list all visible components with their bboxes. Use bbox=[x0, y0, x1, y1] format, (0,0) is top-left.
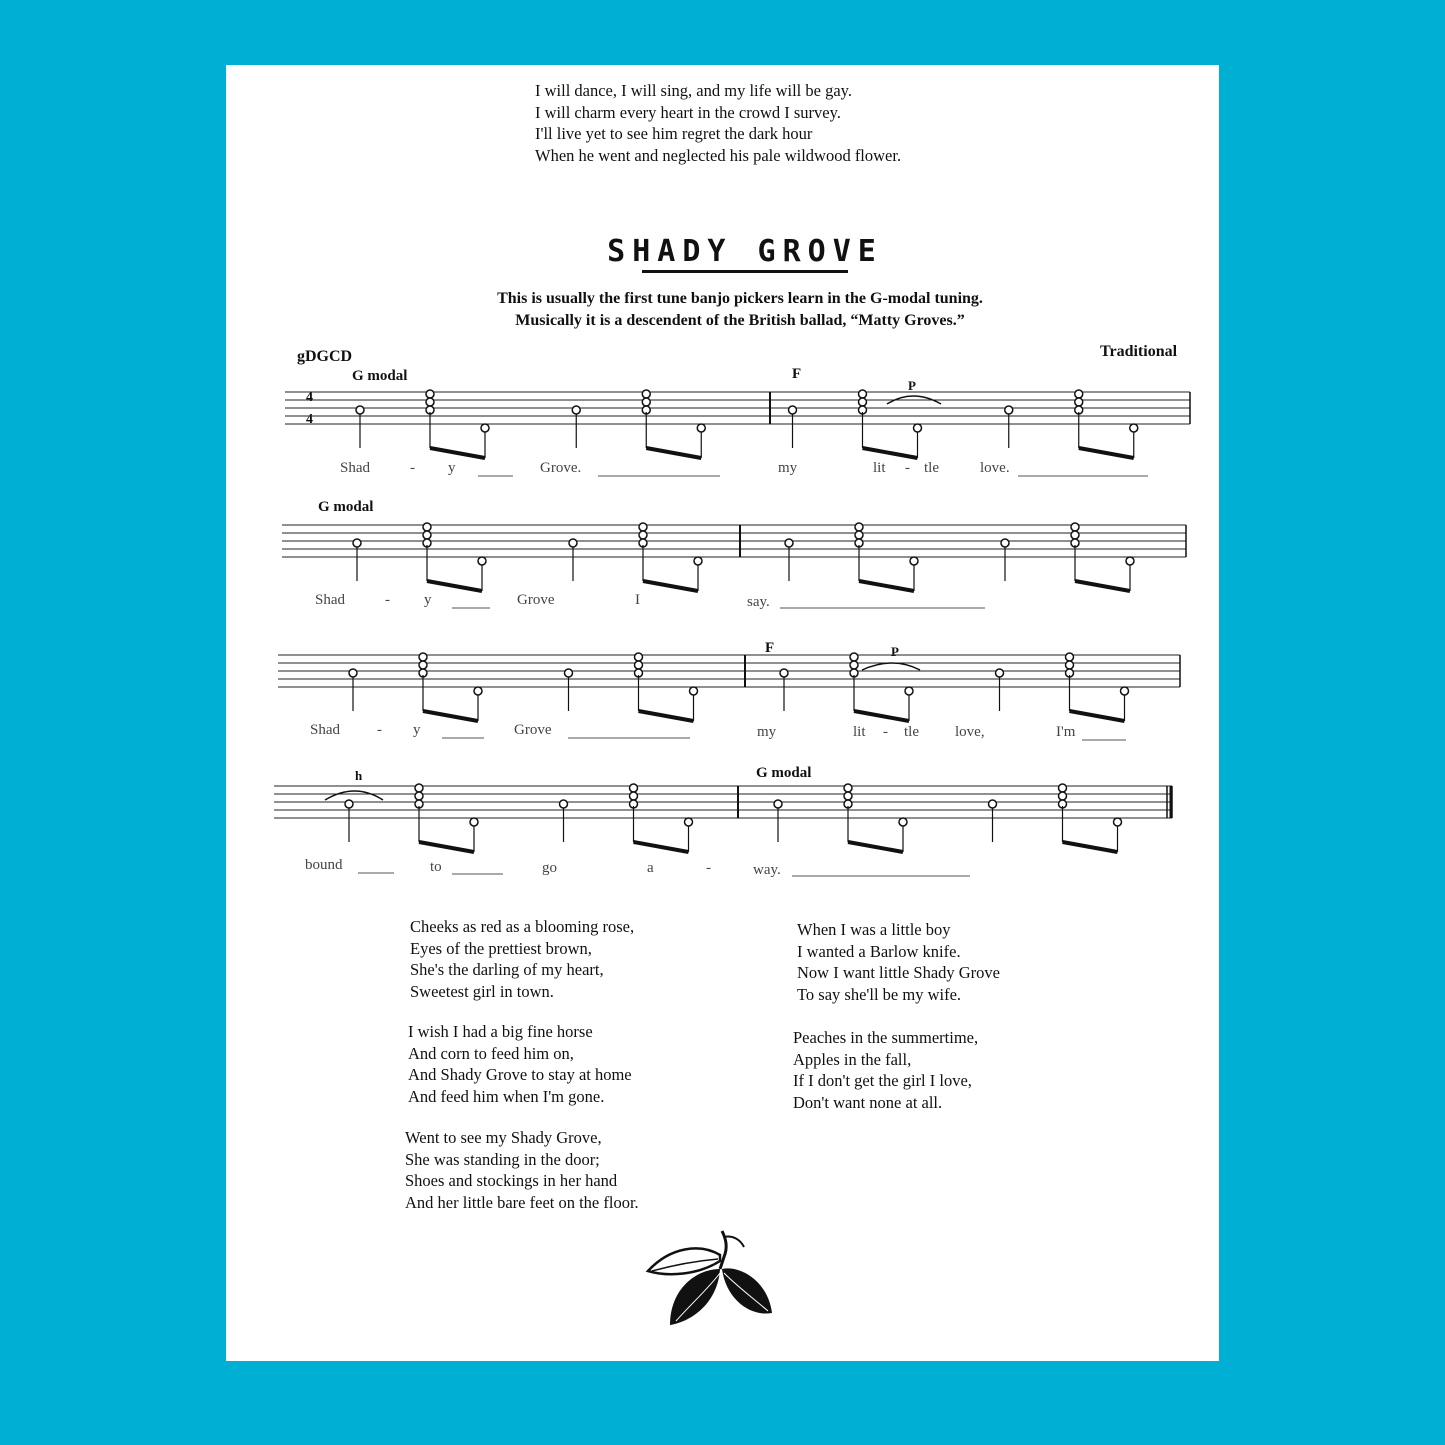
lyric-syllable: my bbox=[778, 460, 798, 476]
chord-label: F bbox=[765, 640, 775, 656]
tab-note bbox=[697, 424, 705, 432]
lyric-syllable: I bbox=[635, 592, 640, 608]
beam bbox=[634, 842, 689, 852]
tab-note bbox=[789, 406, 797, 414]
verse-stanza bbox=[410, 916, 634, 1002]
lyric-syllable: Shad bbox=[310, 722, 340, 738]
tab-note bbox=[855, 523, 863, 531]
tab-note bbox=[1059, 784, 1067, 792]
tab-note bbox=[1071, 531, 1079, 539]
verse-stanza bbox=[797, 919, 1000, 1005]
lyric-syllable: - bbox=[706, 860, 711, 876]
tab-note bbox=[1001, 539, 1009, 547]
pull-off-label: P bbox=[908, 378, 916, 393]
chord-label: G modal bbox=[318, 499, 374, 515]
verse-line: I will dance, I will sing, and my life will be gay. bbox=[535, 81, 852, 100]
lyric-syllable: Shad bbox=[340, 460, 370, 476]
tab-note bbox=[639, 531, 647, 539]
lyric-syllable: Shad bbox=[315, 592, 345, 608]
tab-note bbox=[1066, 653, 1074, 661]
tab-note bbox=[415, 784, 423, 792]
lyric-syllable: y bbox=[413, 722, 421, 738]
verse-stanza bbox=[405, 1127, 639, 1213]
time-signature-top: 4 bbox=[306, 390, 313, 405]
verse-line: I wish I had a big fine horse bbox=[408, 1022, 593, 1041]
lyric-syllable: Grove. bbox=[540, 460, 582, 476]
tab-note bbox=[565, 669, 573, 677]
verse-line: When I was a little boy bbox=[797, 920, 951, 939]
tab-note bbox=[1075, 398, 1083, 406]
tab-note bbox=[899, 818, 907, 826]
hammer-on-label: h bbox=[355, 768, 363, 783]
lyric-syllable: my bbox=[757, 724, 777, 740]
lyric-syllable: love, bbox=[955, 724, 985, 740]
beam bbox=[1079, 448, 1134, 458]
verse-line: And feed him when I'm gone. bbox=[408, 1086, 605, 1106]
lyric-syllable: to bbox=[430, 859, 442, 875]
tab-note bbox=[1059, 792, 1067, 800]
pull-off-label: P bbox=[891, 644, 899, 659]
tab-note bbox=[844, 784, 852, 792]
lyric-syllable: way. bbox=[753, 862, 781, 878]
lyric-syllable: y bbox=[448, 460, 456, 476]
tab-note bbox=[1121, 687, 1129, 695]
lyric-syllable: lit bbox=[873, 460, 886, 476]
verse-line: If I don't get the girl I love, bbox=[793, 1071, 972, 1090]
verse-stanza bbox=[408, 1021, 632, 1107]
verse-line: And Shady Grove to stay at home bbox=[408, 1065, 632, 1084]
lyric-syllable: bound bbox=[305, 857, 343, 873]
beam bbox=[1070, 711, 1125, 721]
hammer-on-slur bbox=[325, 791, 383, 800]
pull-off-slur bbox=[862, 663, 920, 670]
tab-note bbox=[426, 398, 434, 406]
tab-note bbox=[630, 784, 638, 792]
beam bbox=[423, 711, 478, 721]
chord-label: G modal bbox=[352, 368, 408, 384]
verse-line: To say she'll be my wife. bbox=[797, 984, 962, 1004]
beam bbox=[859, 581, 914, 591]
tab-note bbox=[1130, 424, 1138, 432]
beam bbox=[1075, 581, 1130, 591]
verse-line: When he went and neglected his pale wildwood flower. bbox=[535, 145, 902, 165]
tab-note bbox=[353, 539, 361, 547]
beam bbox=[419, 842, 474, 852]
lyric-syllable: tle bbox=[904, 724, 919, 740]
tab-note bbox=[639, 523, 647, 531]
tab-note bbox=[345, 800, 353, 808]
tab-note bbox=[478, 557, 486, 565]
lyric-syllable: love. bbox=[980, 460, 1010, 476]
beam bbox=[427, 581, 482, 591]
lyric-syllable: Grove bbox=[517, 592, 555, 608]
tab-note bbox=[1114, 818, 1122, 826]
tab-note bbox=[470, 818, 478, 826]
tab-note bbox=[481, 424, 489, 432]
tab-note bbox=[685, 818, 693, 826]
beam bbox=[430, 448, 485, 458]
verse-line: I wanted a Barlow knife. bbox=[797, 941, 961, 961]
verse-line: Don't want none at all. bbox=[793, 1092, 943, 1112]
lyric-syllable: Grove bbox=[514, 722, 552, 738]
verse-line: And her little bare feet on the floor. bbox=[405, 1192, 639, 1212]
tab-note bbox=[635, 661, 643, 669]
lyric-syllable: a bbox=[647, 860, 654, 876]
chord-label: F bbox=[792, 366, 802, 382]
verse-line: Went to see my Shady Grove, bbox=[405, 1128, 602, 1147]
tab-note bbox=[694, 557, 702, 565]
tab-note bbox=[690, 687, 698, 695]
beam bbox=[643, 581, 698, 591]
tab-note bbox=[989, 800, 997, 808]
tab-note bbox=[780, 669, 788, 677]
page-title: SHADY GROVE bbox=[607, 234, 883, 269]
intro-line: This is usually the first tune banjo pickers learn in the G-modal tuning. bbox=[497, 290, 983, 307]
tab-note bbox=[423, 523, 431, 531]
tab-note bbox=[859, 398, 867, 406]
lyric-syllable: - bbox=[377, 722, 382, 738]
verse-line: Sweetest girl in town. bbox=[410, 981, 554, 1001]
tab-note bbox=[635, 653, 643, 661]
verse-line: And corn to feed him on, bbox=[408, 1043, 574, 1063]
verse-line: Eyes of the prettiest brown, bbox=[410, 938, 592, 958]
verse-line: I'll live yet to see him regret the dark hour bbox=[535, 124, 813, 143]
tab-note bbox=[785, 539, 793, 547]
lyric-syllable: - bbox=[385, 592, 390, 608]
lyric-syllable: go bbox=[542, 860, 557, 876]
tab-note bbox=[855, 531, 863, 539]
lyric-syllable: y bbox=[424, 592, 432, 608]
verse-line: Apples in the fall, bbox=[793, 1049, 912, 1069]
beam bbox=[639, 711, 694, 721]
tab-note bbox=[474, 687, 482, 695]
tab-note bbox=[1075, 390, 1083, 398]
lyric-syllable: - bbox=[905, 460, 910, 476]
tab-note bbox=[419, 653, 427, 661]
lyric-syllable: tle bbox=[924, 460, 939, 476]
verse-line: Cheeks as red as a blooming rose, bbox=[410, 917, 635, 936]
intro-line: Musically it is a descendent of the British ballad, “Matty Groves.” bbox=[515, 312, 965, 329]
tab-note bbox=[774, 800, 782, 808]
tab-note bbox=[844, 792, 852, 800]
tab-note bbox=[356, 406, 364, 414]
verse-line: I will charm every heart in the crowd I survey. bbox=[535, 102, 841, 122]
verse-line: Now I want little Shady Grove bbox=[797, 963, 1001, 982]
tab-note bbox=[910, 557, 918, 565]
tab-note bbox=[914, 424, 922, 432]
tab-note bbox=[349, 669, 357, 677]
tab-note bbox=[996, 669, 1004, 677]
beam bbox=[646, 448, 701, 458]
verse-stanza bbox=[793, 1027, 978, 1113]
tab-note bbox=[850, 661, 858, 669]
time-signature-bottom: 4 bbox=[306, 412, 313, 427]
tab-note bbox=[1071, 523, 1079, 531]
tab-note bbox=[415, 792, 423, 800]
tab-note bbox=[426, 390, 434, 398]
tab-note bbox=[423, 531, 431, 539]
beam bbox=[848, 842, 903, 852]
verse-line: Shoes and stockings in her hand bbox=[405, 1171, 618, 1190]
verse-line: Peaches in the summertime, bbox=[793, 1028, 979, 1047]
tab-note bbox=[560, 800, 568, 808]
beam bbox=[854, 711, 909, 721]
credit-label: Traditional bbox=[1100, 343, 1178, 360]
tab-note bbox=[572, 406, 580, 414]
tab-note bbox=[419, 661, 427, 669]
verse-line: She was standing in the door; bbox=[405, 1149, 600, 1169]
tab-note bbox=[1005, 406, 1013, 414]
tab-note bbox=[630, 792, 638, 800]
lyric-syllable: lit bbox=[853, 724, 866, 740]
beam bbox=[863, 448, 918, 458]
verse-line: She's the darling of my heart, bbox=[410, 960, 604, 979]
lyric-syllable: say. bbox=[747, 594, 770, 610]
lyric-syllable: - bbox=[883, 724, 888, 740]
tab-note bbox=[859, 390, 867, 398]
tab-note bbox=[850, 653, 858, 661]
tuning-label: gDGCD bbox=[297, 348, 353, 365]
lyric-syllable: I'm bbox=[1056, 724, 1076, 740]
lyric-syllable: - bbox=[410, 460, 415, 476]
tab-note bbox=[569, 539, 577, 547]
leaf-branch-icon bbox=[640, 1225, 780, 1335]
chord-label: G modal bbox=[756, 765, 812, 781]
tab-note bbox=[1066, 661, 1074, 669]
tab-note bbox=[1126, 557, 1134, 565]
beam bbox=[1063, 842, 1118, 852]
tab-note bbox=[642, 390, 650, 398]
tab-note bbox=[905, 687, 913, 695]
tab-note bbox=[642, 398, 650, 406]
